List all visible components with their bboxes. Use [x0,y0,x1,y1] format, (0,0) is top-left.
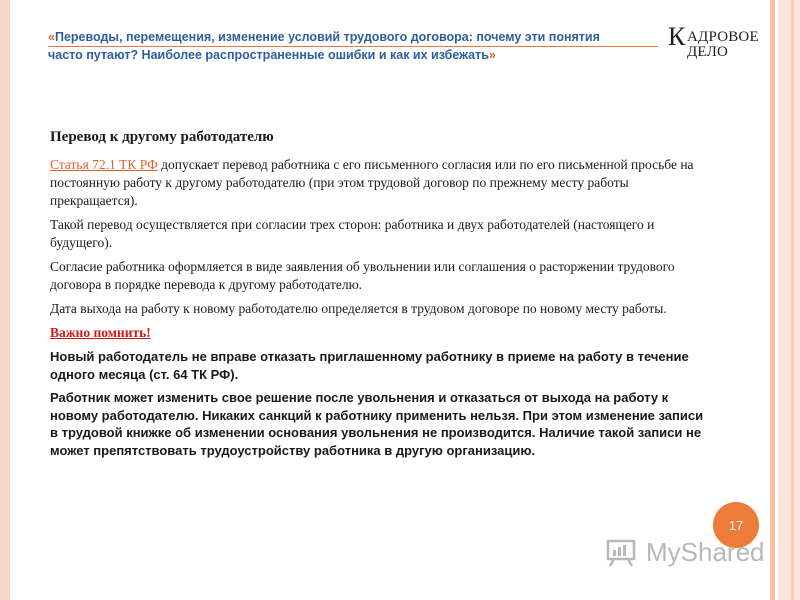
right-decor-stripe [770,0,775,600]
close-quote: » [488,48,496,62]
bold-paragraph-1: Новый работодатель не вправе отказать приглашенному работнику в приеме на работу в течение одного месяца (ст. 64 ТК РФ). [50,349,689,382]
paragraph-1 [50,156,710,210]
bold-paragraph-2: Работник может изменить свое решение после увольнения и отказаться от выхода на работу к новому работодателю. Никаких санкций к работнику применить нельзя. При этом изменение записи в трудовой книжке об изменении основания увольнения не производится. Наличие такой записи не может препятствовать трудоустройству работника в другую организацию. [50,390,704,458]
header-title: Переводы, перемещения, изменение условий трудового договора: почему эти понятия часто путают? Наиболее распространенные ошибки и как их избежать [48,30,600,62]
paragraph-2: Такой перевод осуществляется при согласии трех сторон: работника и двух работодателей (настоящего и будущего). [50,217,655,250]
watermark [606,534,765,570]
right-decor-stripe-thin [791,0,794,600]
section-title: Перевод к другому работодателю [50,129,274,145]
left-decor-stripe [0,0,10,600]
logo-top-word: АДРОВОЕ [687,29,759,45]
important-note-heading: Важно помнить! [50,325,151,340]
page-number: 17 [728,517,744,533]
watermark-text: MyShared [646,536,765,567]
paragraph-1-text: допускает перевод работника с его письменного согласия или по его письменной просьбе на постоянную работу к другому работодателю (при этом трудовой договор по прежнему месту работы прекращается). [50,157,694,208]
kadrovoe-delo-logo [668,22,759,60]
header-divider [48,46,658,47]
slide-content [50,128,710,465]
open-quote: « [48,30,55,44]
logo-bottom-word: ДЕЛО [687,44,729,60]
myshared-logo-icon [606,537,640,567]
logo-initial: К [668,22,686,51]
article-link[interactable]: Статья 72.1 ТК РФ [50,157,158,172]
right-decor-stripe-wide [778,0,800,600]
paragraph-4: Дата выхода на работу к новому работодателю определяется в трудовом договоре по новому месту работы. [50,301,667,316]
paragraph-3: Согласие работника оформляется в виде заявления об увольнении или соглашения о расторжении трудового договора в порядке перевода к другому работодателю. [50,259,675,292]
